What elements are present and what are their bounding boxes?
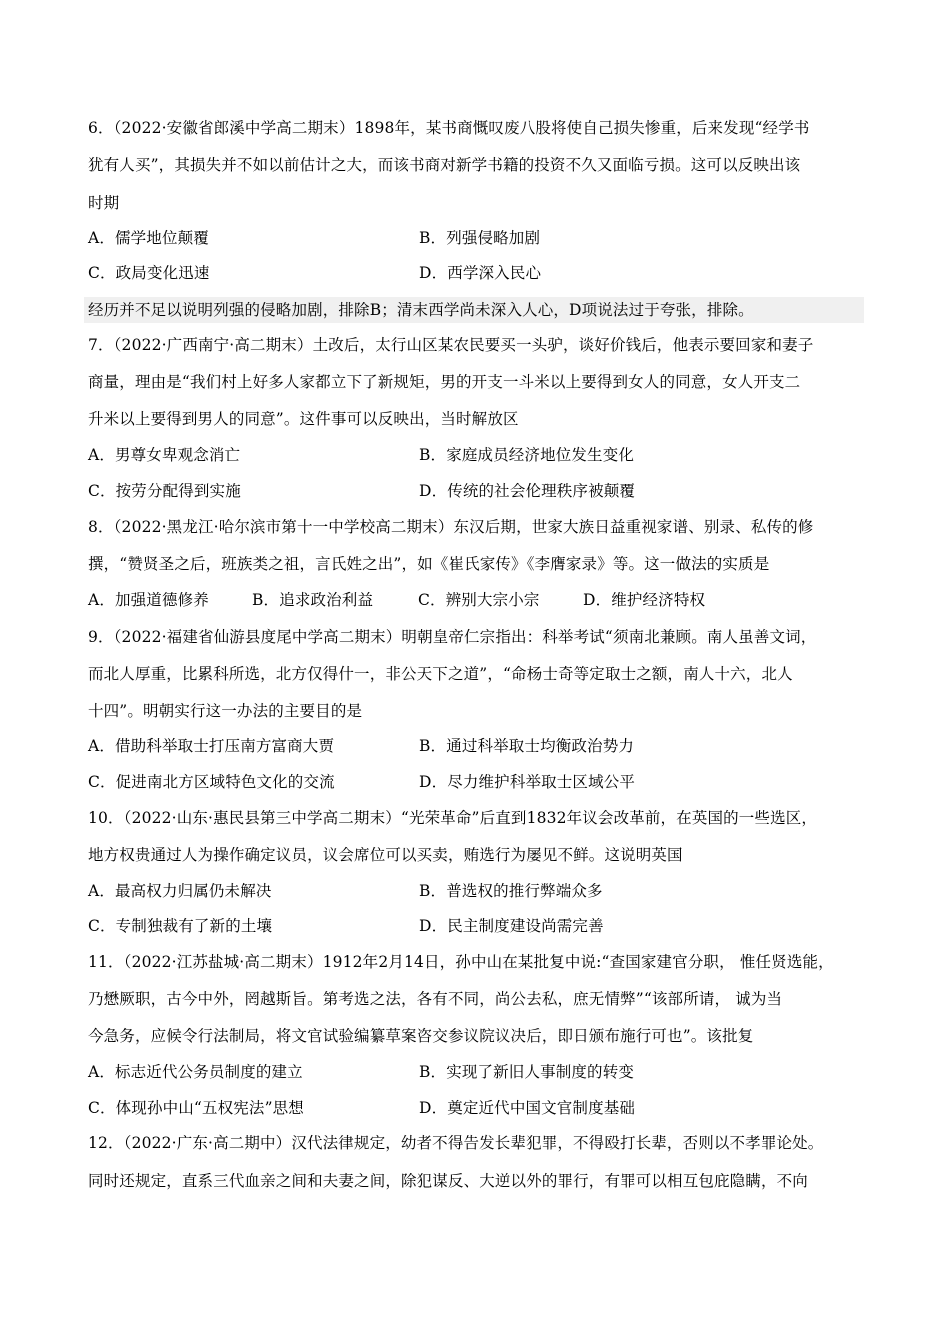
q7-stem-line-1: 7．（2022·广西南宁·高二期末）土改后，太行山区某农民要买一头驴，谈好价钱后，他表示要回家和妻子 — [88, 336, 814, 354]
q6-option-a: A．儒学地位颠覆 — [88, 229, 209, 247]
q11-option-a: A．标志近代公务员制度的建立 — [88, 1063, 303, 1081]
q7-stem-line-2: 商量，理由是“我们村上好多人家都立下了新规矩，男的开支一斗米以上要得到女人的同意，女人开支二 — [88, 373, 801, 391]
q11-stem-line-1: 11．（2022·江苏盐城·高二期末）1912年2月14日，孙中山在某批复中说:“查国家建官分职， 惟任贤选能， — [88, 953, 834, 971]
q12-stem-line-2: 同时还规定，直系三代血亲之间和夫妻之间，除犯谋反、大逆以外的罪行，有罪可以相互包庇隐瞒，不向 — [88, 1172, 808, 1190]
q11-stem-line-3: 今急务，应候令行法制局，将文官试验编纂草案咨交参议院议决后，即日颁布施行可也”。该批复 — [88, 1027, 754, 1045]
q7-option-d: D．传统的社会伦理秩序被颠覆 — [419, 482, 636, 500]
q11-option-d: D．奠定近代中国文官制度基础 — [419, 1099, 636, 1117]
q10-stem-line-1: 10．（2022·山东·惠民县第三中学高二期末）“光荣革命”后直到1832年议会改革前，在英国的一些选区， — [88, 809, 818, 827]
q8-option-d: D．维护经济特权 — [583, 591, 706, 609]
q6-option-c: C．政局变化迅速 — [88, 264, 210, 282]
q6-option-b: B．列强侵略加剧 — [419, 229, 541, 247]
q8-stem-line-2: 撰，“赞贤圣之后，班族类之祖，言氏姓之出”，如《崔氏家传》《李膺家录》等。这一做法的实质是 — [88, 555, 770, 573]
q8-stem-line-1: 8．（2022·黑龙江·哈尔滨市第十一中学校高二期末）东汉后期，世家大族日益重视家谱、别录、私传的修 — [88, 518, 814, 536]
q6-stem-line-3: 时期 — [88, 194, 120, 212]
q7-option-c: C．按劳分配得到实施 — [88, 482, 241, 500]
q8-option-b: B．追求政治利益 — [252, 591, 374, 609]
q9-option-c: C．促进南北方区域特色文化的交流 — [88, 773, 335, 791]
q10-option-d: D．民主制度建设尚需完善 — [419, 917, 604, 935]
q7-option-b: B．家庭成员经济地位发生变化 — [419, 446, 634, 464]
q12-stem-line-1: 12．（2022·广东·高二期中）汉代法律规定，幼者不得告发长辈犯罪，不得殴打长辈，否则以不孝罪论处。 — [88, 1134, 824, 1152]
q7-option-a: A．男尊女卑观念消亡 — [88, 446, 241, 464]
q11-stem-line-2: 乃懋厥职，古今中外，罔越斯旨。第考选之法，各有不同，尚公去私，庶无情弊”“该部所请， 诚为当 — [88, 990, 783, 1008]
q9-option-b: B．通过科举取士均衡政治势力 — [419, 737, 634, 755]
q9-option-d: D．尽力维护科举取士区域公平 — [419, 773, 636, 791]
q9-stem-line-2: 而北人厚重，比累科所选，北方仅得什一，非公天下之道”，“命杨士奇等定取士之额，南人十六，北人 — [88, 665, 793, 683]
q9-option-a: A．借助科举取士打压南方富商大贾 — [88, 737, 335, 755]
q8-option-c: C．辨别大宗小宗 — [418, 591, 540, 609]
q6-analysis: 经历并不足以说明列强的侵略加剧，排除B；清末西学尚未深入人心，D项说法过于夸张，排除。 — [88, 301, 754, 319]
q10-option-a: A．最高权力归属仍未解决 — [88, 882, 272, 900]
q11-option-c: C．体现孙中山“五权宪法”思想 — [88, 1099, 304, 1117]
q6-stem-line-1: 6．（2022·安徽省郎溪中学高二期末）1898年，某书商慨叹废八股将使自己损失惨重，后来发现“经学书 — [88, 119, 810, 137]
q9-stem-line-1: 9．（2022·福建省仙游县度尾中学高二期末）明朝皇帝仁宗指出：科举考试“须南北兼顾。南人虽善文词， — [88, 628, 817, 646]
q10-option-b: B．普选权的推行弊端众多 — [419, 882, 603, 900]
q11-option-b: B．实现了新旧人事制度的转变 — [419, 1063, 634, 1081]
q9-stem-line-3: 十四”。明朝实行这一办法的主要目的是 — [88, 702, 363, 720]
q8-option-a: A．加强道德修养 — [88, 591, 209, 609]
q6-option-d: D．西学深入民心 — [419, 264, 542, 282]
q6-stem-line-2: 犹有人买”，其损失并不如以前估计之大，而该书商对新学书籍的投资不久又面临亏损。这可以反映出该 — [88, 156, 801, 174]
q7-stem-line-3: 升米以上要得到男人的同意”。这件事可以反映出，当时解放区 — [88, 410, 519, 428]
q10-stem-line-2: 地方权贵通过人为操作确定议员，议会席位可以买卖，贿选行为屡见不鲜。这说明英国 — [88, 846, 683, 864]
q10-option-c: C．专制独裁有了新的土壤 — [88, 917, 273, 935]
